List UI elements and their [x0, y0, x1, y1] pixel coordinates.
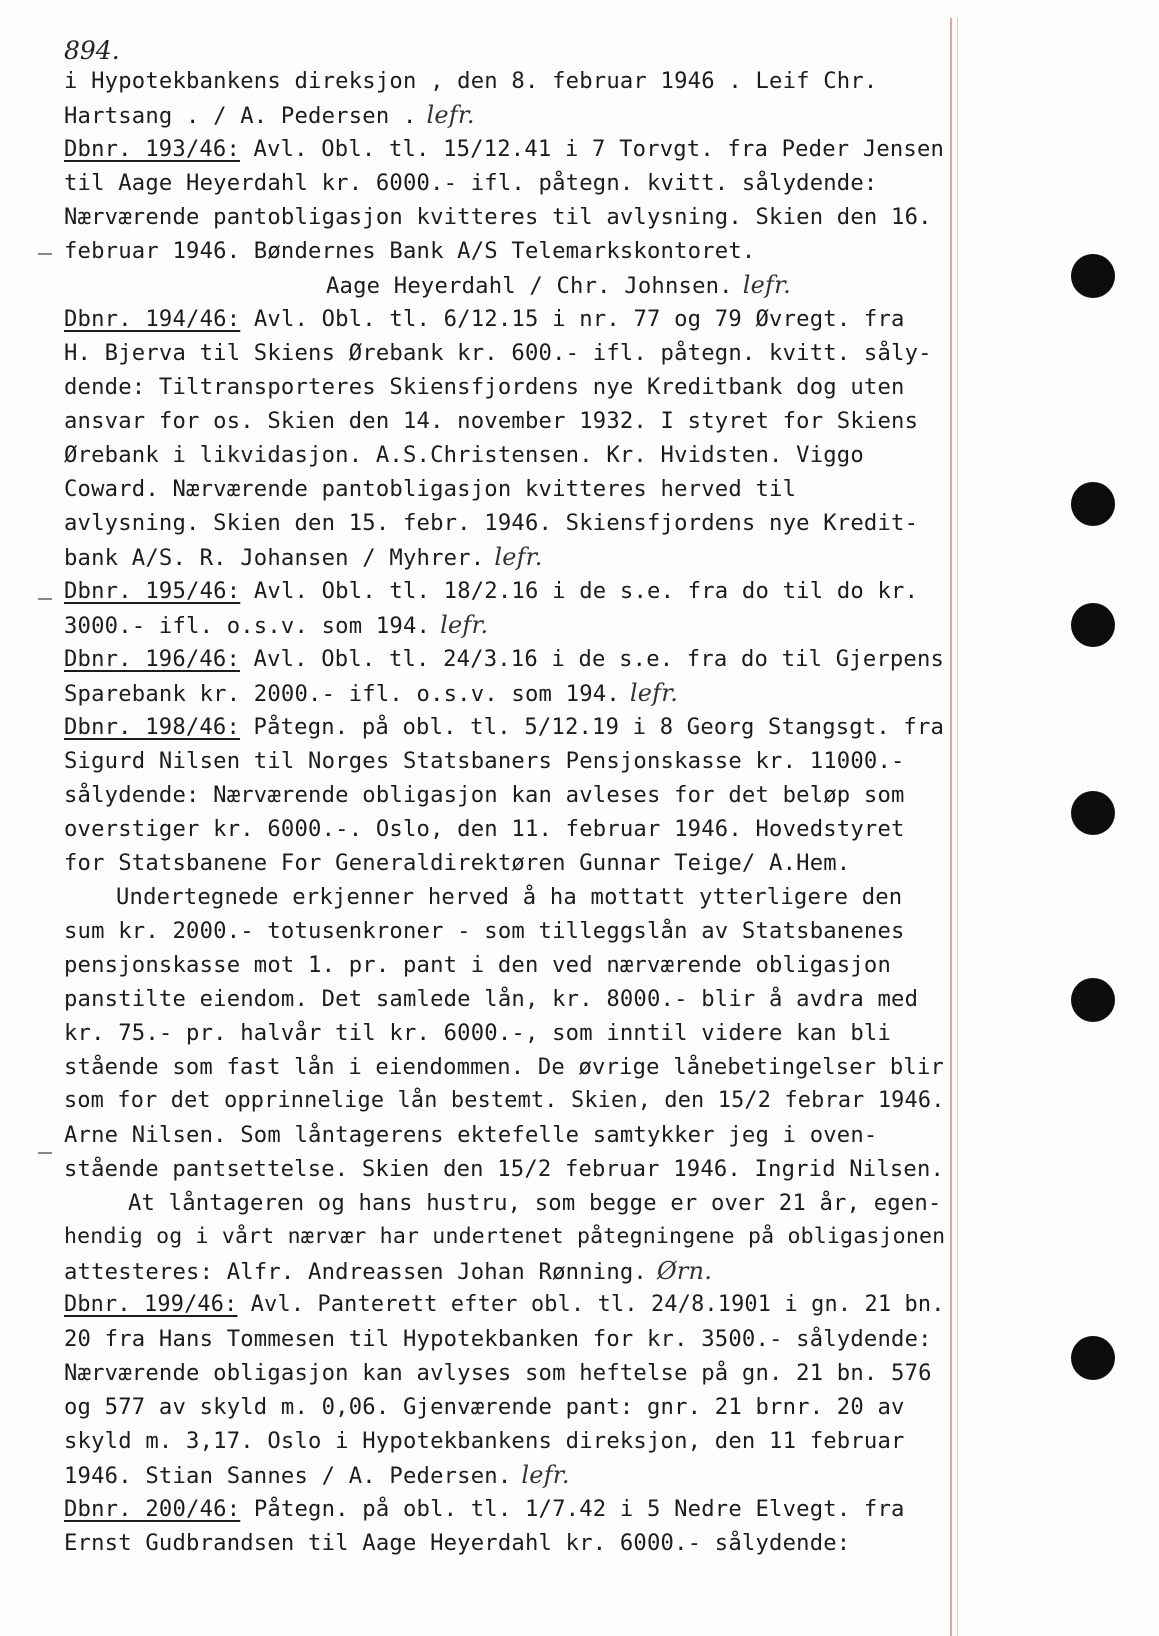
text-line: [64, 370, 905, 404]
text-line: [64, 1152, 944, 1186]
line-text: som for det opprinnelige lån bestemt. Skien, den 15/2 febrar 1946.: [64, 1088, 945, 1113]
line-text: februar 1946. Bøndernes Bank A/S Telemarkskontoret.: [64, 238, 756, 264]
text-line: [64, 1458, 570, 1492]
handwritten-initials: lefr.: [440, 611, 489, 639]
line-text: skyld m. 3,17. Oslo i Hypotekbankens direksjon, den 11 februar: [64, 1428, 905, 1454]
text-line: [64, 64, 877, 98]
text-line: [64, 1016, 891, 1050]
entry-heading-line: [64, 1288, 945, 1322]
punch-hole: [1071, 791, 1115, 835]
line-text: sum kr. 2000.- totusenkroner - som tilleggslån av Statsbanenes: [64, 918, 905, 944]
line-text: Avl. Obl. tl. 18/2.16 i de s.e. fra do til do kr.: [240, 578, 919, 604]
line-text: H. Bjerva til Skiens Ørebank kr. 600.- ifl. påtegn. kvitt. såly-: [64, 340, 932, 366]
text-line: [64, 98, 475, 132]
margin-line: [950, 18, 952, 1636]
line-text: dende: Tiltransporteres Skiensfjordens nye Kreditbank dog uten: [64, 374, 905, 400]
handwritten-initials: lefr.: [494, 543, 543, 571]
line-text: Avl. Obl. tl. 15/12.41 i 7 Torvgt. fra Peder Jensen: [240, 136, 945, 162]
margin-tick: [38, 1152, 52, 1154]
text-line: [64, 1390, 905, 1424]
line-text: avlysning. Skien den 15. febr. 1946. Skiensfjordens nye Kredit-: [64, 510, 919, 536]
text-line: [64, 676, 678, 710]
dbnr-label: Dbnr. 195/46:: [64, 578, 241, 604]
line-text: 3000.- ifl. o.s.v. som 194.: [64, 613, 431, 639]
margin-line-inner: [957, 18, 958, 1636]
line-text: og 577 av skyld m. 0,06. Gjenværende pant: gnr. 21 brnr. 20 av: [64, 1394, 905, 1420]
line-text: panstilte eiendom. Det samlede lån, kr. 8000.- blir å avdra med: [64, 986, 919, 1012]
line-text: Ernst Gudbrandsen til Aage Heyerdahl kr. 6000.- sålydende:: [64, 1530, 851, 1556]
line-text: Sigurd Nilsen til Norges Statsbaners Pensjonskasse kr. 11000.-: [64, 748, 905, 774]
line-text: sålydende: Nærværende obligasjon kan avleses for det beløp som: [64, 782, 905, 808]
text-line: [64, 1356, 932, 1390]
entry-heading-line: [64, 574, 918, 608]
text-line: [64, 472, 796, 506]
line-text: Nærværende pantobligasjon kvitteres til avlysning. Skien den 16.: [64, 204, 932, 230]
text-line: [64, 1084, 945, 1118]
entry-heading-line: [64, 302, 905, 336]
text-line: [64, 1050, 944, 1084]
line-text: Arne Nilsen. Som låntagerens ektefelle samtykker jeg i oven-: [64, 1122, 878, 1148]
text-line: [64, 540, 543, 574]
line-text: pensjonskasse mot 1. pr. pant i den ved nærværende obligasjon: [64, 952, 892, 978]
text-line: [64, 778, 905, 812]
line-text: Aage Heyerdahl / Chr. Johnsen.: [326, 273, 733, 299]
line-text: ansvar for os. Skien den 14. november 1932. I styret for Skiens: [64, 408, 919, 434]
line-text: stående pantsettelse. Skien den 15/2 februar 1946. Ingrid Nilsen.: [64, 1156, 945, 1182]
line-text: bank A/S. R. Johansen / Myhrer.: [64, 545, 485, 571]
page-number: 894.: [64, 36, 120, 65]
text-line: [64, 166, 877, 200]
text-line: [64, 744, 905, 778]
text-line: [64, 948, 891, 982]
text-line: [64, 200, 932, 234]
dbnr-label: Dbnr. 194/46:: [64, 306, 241, 332]
text-line: [64, 846, 850, 880]
text-line: [64, 1526, 850, 1560]
dbnr-label: Dbnr. 199/46:: [64, 1292, 238, 1317]
text-line: [128, 1186, 941, 1220]
line-text: Påtegn. på obl. tl. 1/7.42 i 5 Nedre Elvegt. fra: [240, 1496, 905, 1522]
text-line: [64, 982, 918, 1016]
text-line: [64, 1322, 932, 1356]
punch-hole: [1071, 603, 1115, 647]
text-line: [326, 268, 791, 302]
entry-heading-line: [64, 1492, 905, 1526]
handwritten-initials: lefr.: [742, 271, 791, 299]
text-line: [64, 336, 932, 370]
punch-hole: [1071, 254, 1115, 298]
text-line: [64, 914, 905, 948]
punch-hole: [1071, 978, 1115, 1022]
text-line: [116, 880, 902, 914]
line-text: Hartsang . / A. Pedersen .: [64, 103, 417, 129]
line-text: hendig og i vårt nærvær har undertenet påtegningene på obligasjonen: [64, 1224, 946, 1249]
line-text: Påtegn. på obl. tl. 5/12.19 i 8 Georg Stangsgt. fra: [240, 714, 945, 740]
dbnr-label: Dbnr. 196/46:: [64, 646, 241, 672]
text-line: [64, 404, 918, 438]
line-text: stående som fast lån i eiendommen. De øvrige lånebetingelser blir: [64, 1054, 945, 1080]
handwritten-initials: Ørn.: [657, 1257, 713, 1285]
line-text: Coward. Nærværende pantobligasjon kvitteres herved til: [64, 476, 797, 502]
text-line: [64, 506, 918, 540]
margin-tick: [38, 598, 52, 600]
line-text: Nærværende obligasjon kan avlyses som heftelse på gn. 21 bn. 576: [64, 1360, 932, 1386]
line-text: attesteres: Alfr. Andreassen Johan Rønning.: [64, 1259, 647, 1285]
entry-heading-line: [64, 710, 944, 744]
handwritten-initials: lefr.: [521, 1461, 570, 1489]
text-line: [64, 1220, 945, 1254]
line-text: At låntageren og hans hustru, som begge er over 21 år, egen-: [128, 1190, 942, 1216]
line-text: i Hypotekbankens direksjon , den 8. februar 1946 . Leif Chr.: [64, 68, 878, 94]
line-text: Avl. Panterett efter obl. tl. 24/8.1901 i gn. 21 bn.: [237, 1292, 945, 1317]
line-text: overstiger kr. 6000.-. Oslo, den 11. februar 1946. Hovedstyret: [64, 816, 905, 842]
line-text: Ørebank i likvidasjon. A.S.Christensen. Kr. Hvidsten. Viggo: [64, 442, 864, 468]
entry-heading-line: [64, 642, 944, 676]
punch-hole: [1071, 1336, 1115, 1380]
dbnr-label: Dbnr. 193/46:: [64, 136, 241, 162]
line-text: 1946. Stian Sannes / A. Pedersen.: [64, 1463, 512, 1489]
line-text: for Statsbanene For Generaldirektøren Gunnar Teige/ A.Hem.: [64, 850, 851, 876]
line-text: til Aage Heyerdahl kr. 6000.- ifl. påtegn. kvitt. sålydende:: [64, 170, 878, 196]
line-text: Undertegnede erkjenner herved å ha mottatt ytterligere den: [116, 884, 903, 910]
text-line: [64, 1254, 712, 1288]
text-line: [64, 1424, 905, 1458]
line-text: Avl. Obl. tl. 24/3.16 i de s.e. fra do til Gjerpens: [240, 646, 945, 672]
handwritten-initials: lefr.: [629, 679, 679, 707]
margin-tick: [38, 253, 52, 255]
line-text: 20 fra Hans Tommesen til Hypotekbanken for kr. 3500.- sålydende:: [64, 1326, 932, 1352]
text-line: [64, 812, 905, 846]
text-line: [64, 438, 864, 472]
handwritten-initials: lefr.: [426, 101, 475, 129]
entry-heading-line: [64, 132, 944, 166]
line-text: Avl. Obl. tl. 6/12.15 i nr. 77 og 79 Øvregt. fra: [240, 306, 905, 332]
text-line: [64, 608, 488, 642]
dbnr-label: Dbnr. 198/46:: [64, 714, 241, 740]
punch-hole: [1071, 482, 1115, 526]
text-line: [64, 234, 755, 268]
line-text: kr. 75.- pr. halvår til kr. 6000.-, som inntil videre kan bli: [64, 1020, 892, 1046]
dbnr-label: Dbnr. 200/46:: [64, 1496, 241, 1522]
text-line: [64, 1118, 877, 1152]
line-text: Sparebank kr. 2000.- ifl. o.s.v. som 194.: [64, 681, 620, 707]
